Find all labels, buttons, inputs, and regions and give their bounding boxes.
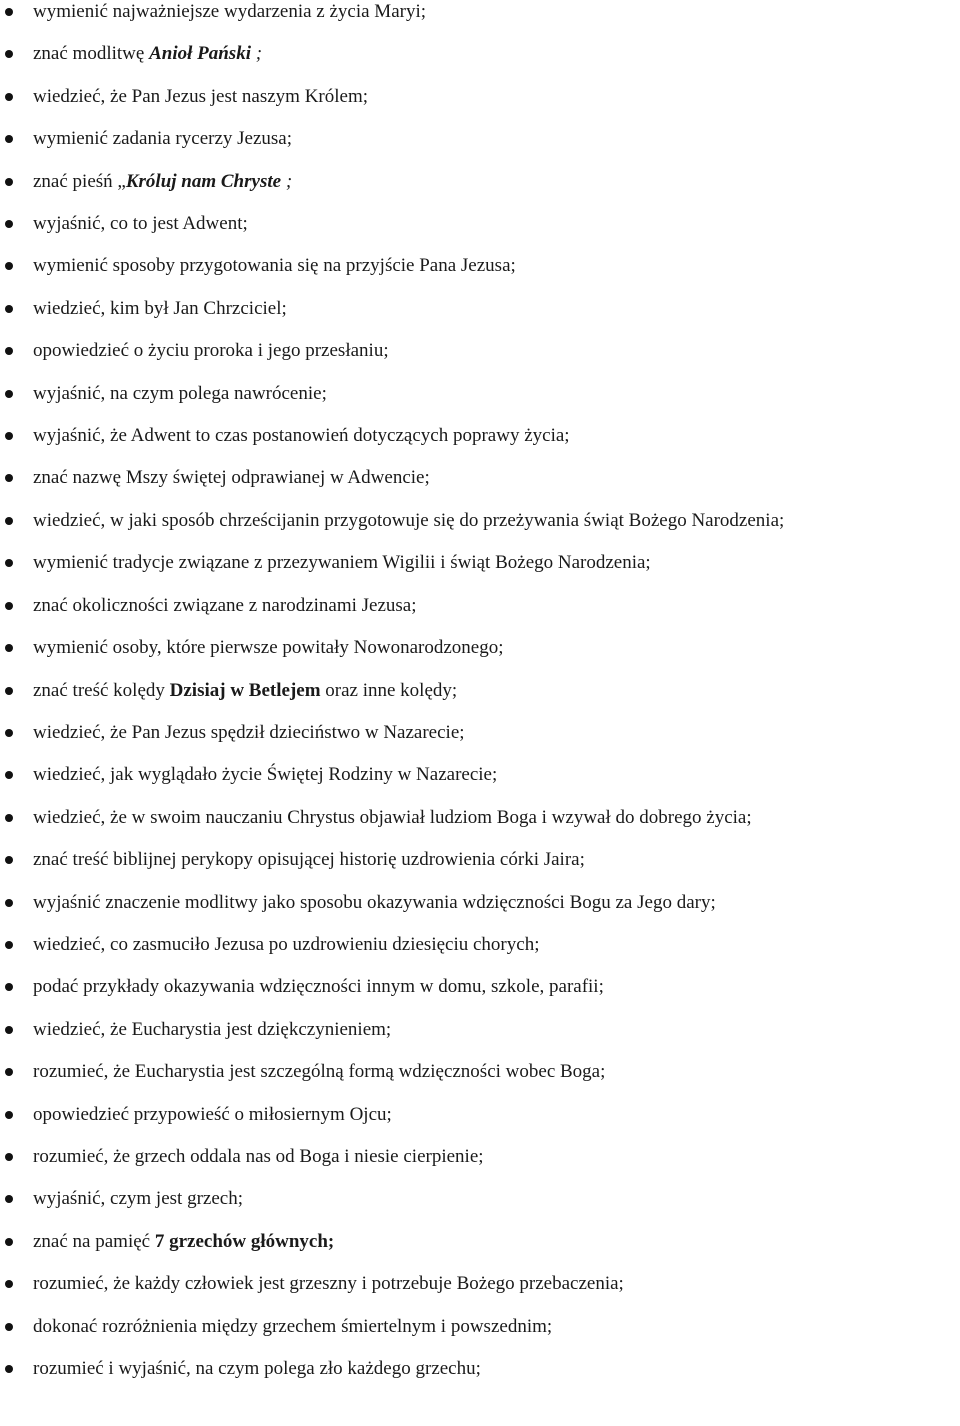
- list-item-text: ;: [281, 170, 293, 192]
- list-item-text: wiedzieć, że w swoim nauczaniu Chrystus objawiał ludziom Boga i wzywał do dobrego życia;: [33, 806, 752, 828]
- list-item: [0, 924, 960, 966]
- list-item-text: wymienić najważniejsze wydarzenia z życia Maryi;: [33, 1, 427, 22]
- bullet-icon: [5, 93, 13, 101]
- list-item: [0, 542, 960, 584]
- list-item: [0, 966, 960, 1008]
- bullet-icon: [5, 983, 13, 991]
- list-item-text: Dzisiaj w Betlejem: [169, 679, 321, 701]
- list-item-text: wiedzieć, że Pan Jezus spędził dzieciństwo w Nazarecie;: [33, 721, 465, 743]
- list-item: [0, 245, 960, 287]
- list-item: [0, 1051, 960, 1093]
- bullet-icon: [5, 1238, 13, 1246]
- list-item-text: wiedzieć, jak wyglądało życie Świętej Rodziny w Nazarecie;: [33, 764, 498, 786]
- bullet-icon: [5, 347, 13, 355]
- list-item-text: znać na pamięć: [33, 1230, 155, 1252]
- list-item-text: wyjaśnić, co to jest Adwent;: [33, 213, 248, 235]
- list-item: [0, 33, 960, 75]
- bullet-icon: [5, 1323, 13, 1331]
- list-item: [0, 415, 960, 457]
- list-item-text: wymienić osoby, które pierwsze powitały Nowonarodzonego;: [33, 637, 504, 659]
- list-item: [0, 76, 960, 118]
- list-item: [0, 1348, 960, 1390]
- list-item: [0, 500, 960, 542]
- list-item-text: wyjaśnić, na czym polega nawrócenie;: [33, 382, 327, 404]
- list-item: [0, 1178, 960, 1220]
- list-item: [0, 203, 960, 245]
- list-item: [0, 0, 960, 33]
- bullet-icon: [5, 687, 13, 695]
- bullet-icon: [5, 899, 13, 907]
- bullet-icon: [5, 1365, 13, 1373]
- list-item-text: wiedzieć, kim był Jan Chrzciciel;: [33, 297, 287, 319]
- list-item: [0, 288, 960, 330]
- bullet-icon: [5, 517, 13, 525]
- list-item: [0, 754, 960, 796]
- list-item-text: Anioł Pański: [149, 43, 251, 65]
- list-item-text: wiedzieć, w jaki sposób chrześcijanin przygotowuje się do przeżywania świąt Bożego Narodzenia;: [33, 509, 785, 531]
- list-item-text: oraz inne kolędy;: [320, 679, 458, 701]
- list-item: [0, 1263, 960, 1305]
- list-item-text: rozumieć i wyjaśnić, na czym polega zło każdego grzechu;: [33, 1358, 481, 1379]
- bullet-icon: [5, 602, 13, 610]
- list-item-text: znać treść biblijnej perykopy opisującej historię uzdrowienia córki Jaira;: [33, 849, 585, 871]
- list-item-text: znać treść kolędy: [33, 679, 170, 701]
- bullet-icon: [5, 1280, 13, 1288]
- bullet-icon: [5, 1195, 13, 1203]
- list-item-text: 7 grzechów głównych;: [154, 1230, 335, 1252]
- list-item: [0, 457, 960, 499]
- bullet-icon: [5, 50, 13, 58]
- list-item-text: wymienić zadania rycerzy Jezusa;: [33, 128, 293, 150]
- list-item-text: wyjaśnić, czym jest grzech;: [33, 1188, 243, 1210]
- list-item: [0, 1009, 960, 1051]
- list-item: [0, 839, 960, 881]
- list-item: [0, 1221, 960, 1263]
- list-item-text: znać pieśń „: [33, 170, 126, 192]
- list-item: [0, 161, 960, 203]
- list-item-text: wymienić tradycje związane z przezywaniem Wigilii i świąt Bożego Narodzenia;: [33, 552, 651, 574]
- list-item: [0, 1094, 960, 1136]
- bullet-icon: [5, 856, 13, 864]
- bullet-icon: [5, 644, 13, 652]
- list-item: [0, 373, 960, 415]
- list-item-text: znać nazwę Mszy świętej odprawianej w Adwencie;: [33, 467, 430, 489]
- list-item-text: wyjaśnić znaczenie modlitwy jako sposobu okazywania wdzięczności Bogu za Jego dary;: [33, 891, 716, 913]
- list-item: [0, 627, 960, 669]
- list-item-text: wiedzieć, że Eucharystia jest dziękczynieniem;: [33, 1018, 392, 1040]
- bullet-icon: [5, 8, 13, 16]
- bullet-icon: [5, 262, 13, 270]
- list-item-text: wiedzieć, że Pan Jezus jest naszym Królem;: [33, 85, 369, 107]
- list-item-text: znać modlitwę: [33, 43, 150, 65]
- bullet-icon: [5, 1026, 13, 1034]
- bullet-icon: [5, 390, 13, 398]
- list-item-text: rozumieć, że Eucharystia jest szczególną formą wdzięczności wobec Boga;: [33, 1061, 606, 1083]
- list-item: [0, 1306, 960, 1348]
- bullet-icon: [5, 220, 13, 228]
- list-item-text: podać przykłady okazywania wdzięczności innym w domu, szkole, parafii;: [33, 976, 604, 998]
- list-item: [0, 797, 960, 839]
- list-item-text: opowiedzieć przypowieść o miłosiernym Ojcu;: [33, 1103, 392, 1125]
- list-item-text: ;: [250, 43, 263, 65]
- list-item: [0, 330, 960, 372]
- bullet-icon: [5, 1111, 13, 1119]
- bullet-icon: [5, 178, 13, 186]
- bullet-icon: [5, 432, 13, 440]
- list-item: [0, 585, 960, 627]
- bullet-icon: [5, 135, 13, 143]
- list-item: [0, 712, 960, 754]
- bullet-icon: [5, 814, 13, 822]
- bullet-icon: [5, 1068, 13, 1076]
- list-item: [0, 882, 960, 924]
- list-item-text: rozumieć, że każdy człowiek jest grzeszny i potrzebuje Bożego przebaczenia;: [33, 1273, 624, 1295]
- list-item: [0, 118, 960, 160]
- list-item: [0, 1136, 960, 1178]
- list-item-text: wiedzieć, co zasmuciło Jezusa po uzdrowieniu dziesięciu chorych;: [33, 933, 540, 955]
- list-item: [0, 670, 960, 712]
- bullet-icon: [5, 559, 13, 567]
- list-item-text: wymienić sposoby przygotowania się na przyjście Pana Jezusa;: [33, 255, 516, 277]
- list-item-text: wyjaśnić, że Adwent to czas postanowień dotyczących poprawy życia;: [33, 425, 570, 447]
- list-item-text: rozumieć, że grzech oddala nas od Boga i niesie cierpienie;: [33, 1145, 484, 1167]
- bullet-icon: [5, 771, 13, 779]
- bullet-icon: [5, 729, 13, 737]
- list-item-text: Króluj nam Chryste: [125, 170, 282, 192]
- list-item-text: dokonać rozróżnienia między grzechem śmiertelnym i powszednim;: [33, 1315, 553, 1337]
- bullet-icon: [5, 305, 13, 313]
- list-item-text: znać okoliczności związane z narodzinami Jezusa;: [33, 594, 417, 616]
- bullet-icon: [5, 1153, 13, 1161]
- bullet-icon: [5, 941, 13, 949]
- bullet-icon: [5, 474, 13, 482]
- list-item-text: opowiedzieć o życiu proroka i jego przesłaniu;: [33, 340, 389, 362]
